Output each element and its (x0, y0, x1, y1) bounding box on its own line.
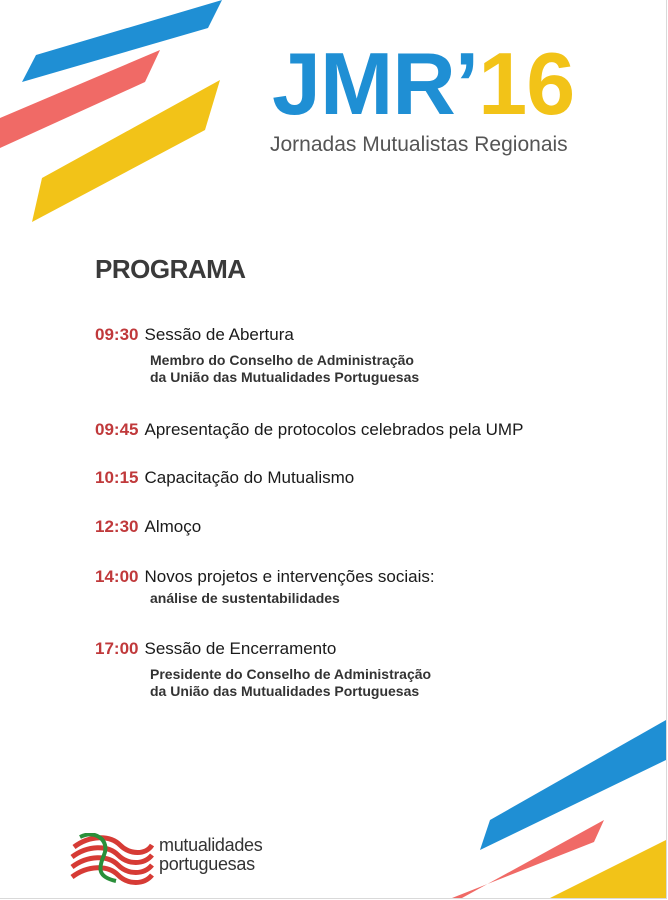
event-subtitle: Jornadas Mutualistas Regionais (270, 133, 568, 156)
agenda-subtitle (150, 590, 435, 607)
agenda-subtitle (150, 352, 419, 386)
agenda-subtitle-line: Membro do Conselho de Administração (150, 352, 414, 368)
agenda-subtitle-line: da União das Mutualidades Portuguesas (150, 683, 420, 699)
agenda-title: Almoço (144, 517, 202, 536)
agenda-subtitle-line: Presidente do Conselho de Administração (150, 666, 432, 682)
brand-name (159, 836, 262, 874)
agenda-time: 09:30 (95, 325, 139, 344)
agenda-item (95, 420, 523, 440)
agenda-time: 14:00 (95, 567, 139, 586)
agenda-time: 12:30 (95, 517, 139, 536)
logo-jmr: JMR’ (272, 34, 479, 133)
agenda-item (95, 325, 419, 386)
brand-line: portuguesas (159, 854, 255, 874)
agenda-title: Apresentação de protocolos celebrados pela UMP (144, 420, 524, 439)
agenda-title: Novos projetos e intervenções sociais: (144, 567, 435, 586)
agenda-subtitle (150, 666, 431, 700)
agenda-title: Sessão de Abertura (144, 325, 294, 344)
agenda-title: Capacitação do Mutualismo (144, 468, 355, 487)
stripe-blue (480, 720, 666, 850)
agenda-time: 10:15 (95, 468, 139, 487)
agenda-time: 09:45 (95, 420, 139, 439)
agenda-subtitle-line: da União das Mutualidades Portuguesas (150, 369, 420, 385)
event-logo (272, 34, 575, 133)
agenda-item (95, 517, 201, 537)
agenda-subtitle-line: análise de sustentabilidades (150, 590, 340, 606)
agenda-time: 17:00 (95, 639, 139, 658)
mutualidades-logo-icon (70, 833, 154, 885)
programa-heading: PROGRAMA (95, 254, 246, 284)
logo-year: 16 (478, 34, 575, 133)
brand-line: mutualidades (159, 835, 263, 855)
agenda-item (95, 468, 354, 488)
agenda-item (95, 567, 435, 607)
agenda-title: Sessão de Encerramento (144, 639, 337, 658)
agenda-item (95, 639, 431, 700)
